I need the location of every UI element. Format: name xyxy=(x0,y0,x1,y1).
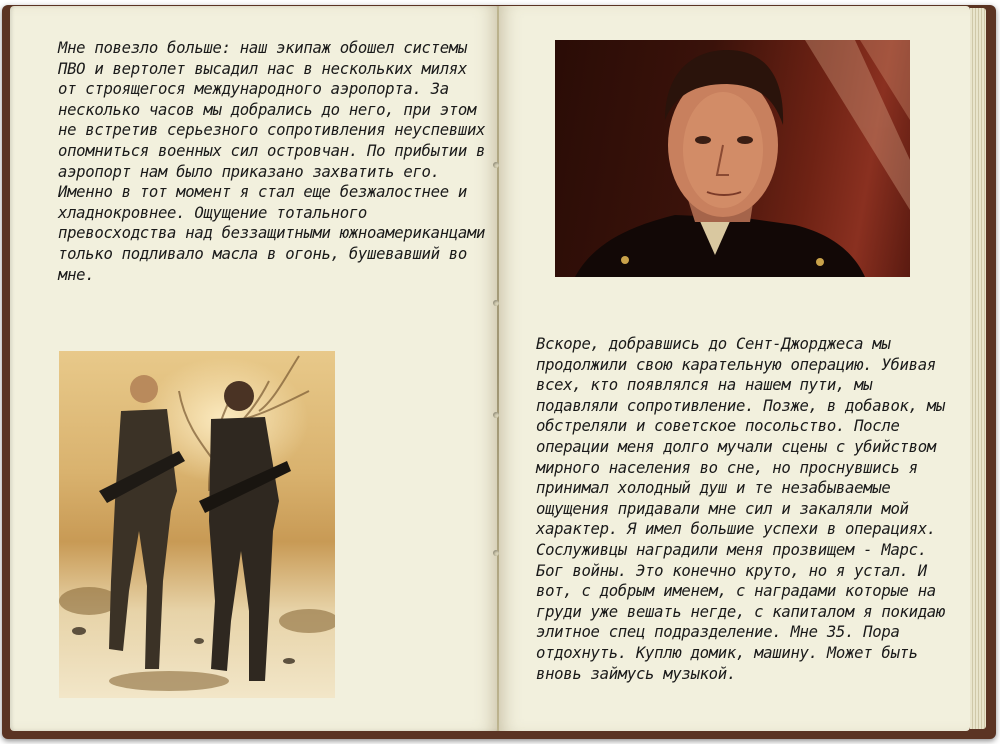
spine-stitch xyxy=(493,300,499,306)
spine-stitch xyxy=(493,162,499,168)
left-page-text: Мне повезло больше: наш экипаж обошел системы ПВО и вертолет высадил нас в нескольких милях от строящегося международного аэропорта. За несколько часов мы добрались до него, при этом не встретив серьезного сопротивления неуспевших опомниться военных сил островчан. По прибытии в аэропорт нам было приказано захватить его. Именно в тот момент я стал еще безжалостнее и хладнокровнее. Ощущение тотального превосходства над беззащитными южноамериканцами только подливало масла в огонь, бушевавший во мне. xyxy=(58,39,486,284)
page-edges xyxy=(970,8,986,729)
soldiers-photo xyxy=(59,351,335,698)
book-spine xyxy=(497,6,499,731)
right-page-text: Вскоре, добравшись до Сент-Джорджеса мы продолжили свою карательную операцию. Убивая всех, кто появлялся на нашем пути, мы подавляли сопротивление. Позже, в добавок, мы обстреляли и советское посольство. После операции меня долго мучали сцены с убийством мирного населения во сне, но проснувшись я принимал холодный душ и те незабываемые ощущения придавали мне сил и закаляли мой характер. Я имел большие успехи в операциях. Сослуживцы наградили меня прозвищем - Марс. Бог войны. Это конечно круто, но я устал. И вот, с добрым именем, с наградами которые на груди уже вешать негде, с капиталом я покидаю элитное спец подразделение. Мне 35. Пора отдохнуть. Куплю домик, машину. Может быть вновь займусь музыкой. xyxy=(536,335,945,683)
spine-stitch xyxy=(493,550,499,556)
officer-portrait-photo xyxy=(555,40,910,277)
spine-stitch xyxy=(493,412,499,418)
